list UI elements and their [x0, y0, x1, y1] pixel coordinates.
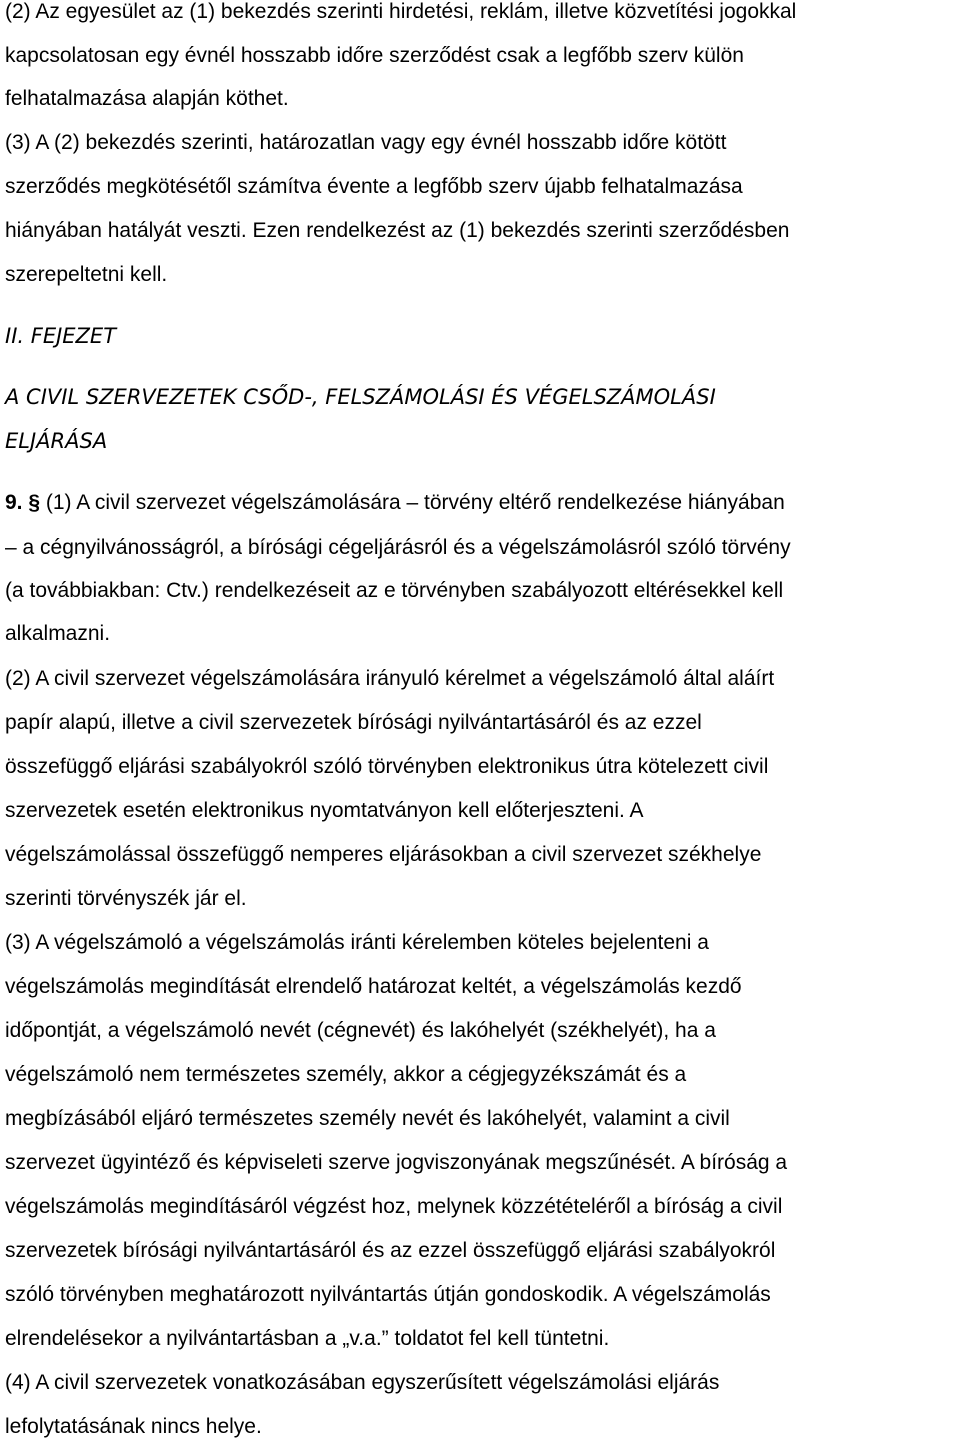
chapter-title-line: A CIVIL SZERVEZETEK CSŐD-, FELSZÁMOLÁSI ÉS VÉGELSZÁMOLÁSI — [5, 385, 716, 409]
section-line: szervezetek esetén elektronikus nyomtatványon kell előterjeszteni. A — [5, 799, 644, 822]
section-line: végelszámoló nem természetes személy, akkor a cégjegyzékszámát és a — [5, 1063, 687, 1086]
section-number: 9. § — [5, 491, 41, 514]
paragraph-line: (2) Az egyesület az (1) bekezdés szerinti hirdetési, reklám, illetve közvetítési jogokkal — [5, 0, 797, 23]
chapter-heading: II. FEJEZET — [5, 324, 117, 348]
section-line: (2) A civil szervezet végelszámolására irányuló kérelmet a végelszámoló által aláírt — [5, 667, 775, 690]
section-line: végelszámolással összefüggő nemperes eljárásokban a civil szervezet székhelye — [5, 843, 762, 866]
section-line: megbízásából eljáró természetes személy nevét és lakóhelyét, valamint a civil — [5, 1107, 730, 1130]
paragraph-line: kapcsolatosan egy évnél hosszabb időre szerződést csak a legfőbb szerv külön — [5, 44, 744, 67]
paragraph-line: felhatalmazása alapján köthet. — [5, 87, 289, 110]
paragraph-line: (3) A (2) bekezdés szerinti, határozatlan vagy egy évnél hosszabb időre kötött — [5, 131, 727, 154]
paragraph-line: szerepeltetni kell. — [5, 263, 168, 286]
section-line: összefüggő eljárási szabályokról szóló törvényben elektronikus útra kötelezett civil — [5, 755, 769, 778]
section-line: végelszámolás megindításáról végzést hoz, melynek közzétételéről a bíróság a civil — [5, 1195, 783, 1218]
section-line: (a továbbiakban: Ctv.) rendelkezéseit az e törvényben szabályozott eltérésekkel kell — [5, 579, 784, 602]
chapter-title-line: ELJÁRÁSA — [5, 429, 108, 453]
section-line: papír alapú, illetve a civil szervezetek bírósági nyilvántartásáról és az ezzel — [5, 711, 702, 734]
section-line: – a cégnyilvánosságról, a bírósági cégeljárásról és a végelszámolásról szóló törvény — [5, 536, 791, 559]
section-line: lefolytatásának nincs helye. — [5, 1415, 262, 1438]
section-line: időpontját, a végelszámoló nevét (cégnevét) és lakóhelyét (székhelyét), ha a — [5, 1019, 716, 1042]
section-first-line — [5, 489, 785, 517]
paragraph-line: szerződés megkötésétől számítva évente a legfőbb szerv újabb felhatalmazása — [5, 175, 743, 198]
section-line: (3) A végelszámoló a végelszámolás iránti kérelemben köteles bejelenteni a — [5, 931, 709, 954]
section-line: elrendelésekor a nyilvántartásban a „v.a.” toldatot fel kell tüntetni. — [5, 1327, 610, 1350]
section-first-line-text: (1) A civil szervezet végelszámolására – törvény eltérő rendelkezése hiányában — [40, 491, 785, 514]
section-line: szerinti törvényszék jár el. — [5, 887, 247, 910]
section-line: alkalmazni. — [5, 622, 111, 645]
section-line: szervezet ügyintéző és képviseleti szerve jogviszonyának megszűnését. A bíróság a — [5, 1151, 788, 1174]
section-line: (4) A civil szervezetek vonatkozásában egyszerűsített végelszámolási eljárás — [5, 1371, 720, 1394]
section-line: szervezetek bírósági nyilvántartásáról és az ezzel összefüggő eljárási szabályokról — [5, 1239, 776, 1262]
section-line: szóló törvényben meghatározott nyilvántartás útján gondoskodik. A végelszámolás — [5, 1283, 771, 1306]
paragraph-line: hiányában hatályát veszti. Ezen rendelkezést az (1) bekezdés szerinti szerződésben — [5, 219, 790, 242]
section-line: végelszámolás megindítását elrendelő határozat keltét, a végelszámolás kezdő — [5, 975, 742, 998]
